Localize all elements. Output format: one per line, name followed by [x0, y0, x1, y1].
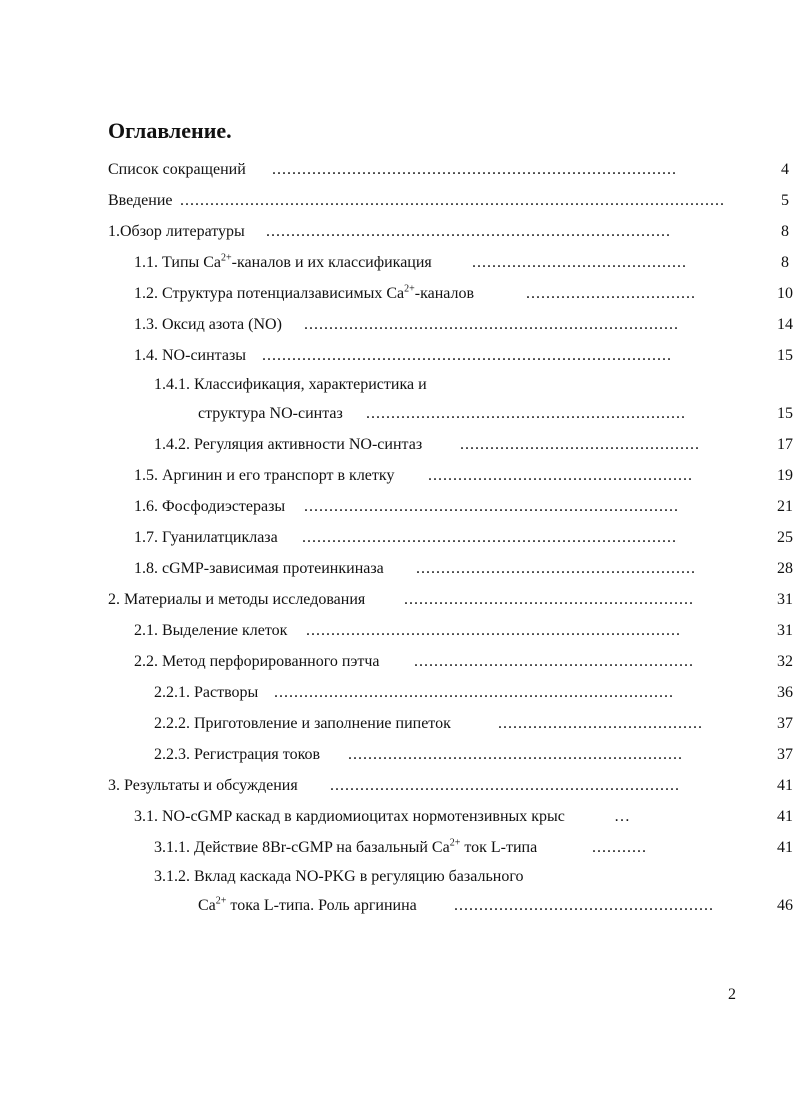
dot-leader: .................................. [526, 285, 696, 302]
toc-entry-text: структура NO-синтаз [198, 405, 343, 422]
dot-leader: ................................................................ [366, 405, 686, 422]
toc-entry-text: 3. Результаты и обсуждения [108, 777, 298, 794]
dot-leader: ........................................................ [416, 560, 696, 577]
toc-entry-page: 10 [777, 285, 793, 302]
toc-entry-text: 3.1. NO-cGMP каскад в кардиомиоцитах нормотензивных крыс [134, 808, 565, 825]
dot-leader: .......................................................... [404, 591, 694, 608]
toc-entry [108, 681, 793, 705]
toc-entry-text: 1.7. Гуанилатциклаза [134, 529, 278, 546]
toc-entry-page: 32 [777, 653, 793, 670]
dot-leader: ................................................................... [348, 746, 683, 763]
toc-entry-text: 1.1. Типы $Са^{2+}$-каналов и их классификация [134, 252, 432, 271]
dot-leader: ...................................................................... [330, 777, 680, 794]
toc-entry-page: 41 [777, 777, 793, 794]
toc-entry-text: 2.2.1. Растворы [154, 684, 259, 701]
toc-entry [108, 464, 793, 488]
toc-entry [108, 344, 793, 368]
toc-entry-text: 1.5. Аргинин и его транспорт в клетку [134, 467, 395, 484]
toc-entry-page: 15 [777, 405, 793, 422]
dot-leader: ........................................... [472, 254, 687, 271]
dot-leader: .................................................................................. [262, 347, 672, 364]
toc-entry-text: 3.1.2. Вклад каскада NO-PKG в регуляцию базального [154, 868, 524, 885]
toc-entry-page: 36 [777, 684, 793, 701]
toc-entry-text: Список сокращений [108, 161, 246, 178]
toc-entry-text: 2.2.2. Приготовление и заполнение пипеток [154, 715, 451, 732]
toc-entry-page: 14 [777, 316, 793, 333]
dot-leader: ..................................................... [428, 467, 693, 484]
dot-leader: ......................................... [498, 715, 703, 732]
dot-leader: ........................................................ [414, 653, 694, 670]
toc-entry-page: 46 [777, 897, 793, 914]
toc-entry [108, 836, 793, 860]
toc-entry-page: 15 [777, 347, 793, 364]
toc-entry-page: 4 [781, 161, 789, 178]
toc-entry-page: 41 [777, 839, 793, 856]
toc-entry-page: 8 [781, 223, 789, 240]
toc-entry [108, 220, 789, 244]
toc-entry [108, 557, 793, 581]
toc-entry [108, 774, 793, 798]
toc-entry [108, 805, 793, 829]
toc-entry [108, 282, 793, 306]
dot-leader: ................................................................................ [274, 684, 674, 701]
toc-entry-page: 5 [781, 192, 789, 209]
toc-entry-text: 1.8. cGMP-зависимая протеинкиназа [134, 560, 384, 577]
toc-entry-text: 2.1. Выделение клеток [134, 622, 288, 639]
toc-entry-page: 37 [777, 746, 793, 763]
toc-entry-page: 31 [777, 591, 793, 608]
toc-entry [108, 189, 789, 213]
toc-entry-text: 1.3. Оксид азота (NO) [134, 316, 282, 333]
toc-entry-text: 1.4.2. Регуляция активности NO-синтаз [154, 436, 423, 453]
toc-entry [108, 251, 789, 275]
toc-entry [108, 313, 793, 337]
toc-entry-page: 19 [777, 467, 793, 484]
toc-entry-text: $Са^{2+}$ тока L-типа. Роль аргинина [198, 895, 417, 914]
dot-leader: … [614, 808, 631, 825]
toc-entry-page: 25 [777, 529, 793, 546]
dot-leader: ........................................................................... [304, 316, 679, 333]
toc-entry [108, 495, 793, 519]
toc-entry-text: 2.2. Метод перфорированного пэтча [134, 653, 380, 670]
toc-entry-text: Введение [108, 192, 173, 209]
toc-entry-text: 1.6. Фосфодиэстеразы [134, 498, 286, 515]
dot-leader: ................................................................................. [266, 223, 671, 240]
toc-entry-page: 41 [777, 808, 793, 825]
toc-entry-text: 1.4. NO-синтазы [134, 347, 247, 364]
dot-leader: ................................................ [460, 436, 700, 453]
toc-entry-page: 31 [777, 622, 793, 639]
toc-entry [108, 588, 793, 612]
toc-title: Оглавление. [108, 118, 232, 143]
toc-entry [108, 712, 793, 736]
toc-entry-text: 2. Материалы и методы исследования [108, 591, 366, 608]
toc-entry-page: 37 [777, 715, 793, 732]
dot-leader: ........................................................................... [302, 529, 677, 546]
toc-entry [108, 402, 793, 426]
toc-entry-text: 1.2. Структура потенциалзависимых $Са^{2+}$-каналов [134, 283, 475, 302]
dot-leader: .................................................... [454, 897, 714, 914]
toc-entry-page: 8 [781, 254, 789, 271]
dot-leader: ............................................................................................................. [180, 192, 725, 209]
toc-entry-text: 1.4.1. Классификация, характеристика и [154, 376, 427, 393]
toc-entry-text: 3.1.1. Действие 8Br-cGMP на базальный $Са^{2+}$ ток L-типа [154, 837, 538, 856]
page-number: 2 [728, 986, 736, 1003]
toc-entry [108, 433, 793, 457]
toc-entry [108, 526, 793, 550]
toc-entry [108, 865, 708, 889]
toc-entry [108, 743, 793, 767]
toc-entry [108, 158, 789, 182]
toc-entry [108, 894, 793, 918]
toc-entry-page: 28 [777, 560, 793, 577]
dot-leader: ........................................................................... [306, 622, 681, 639]
toc-entry [108, 650, 793, 674]
toc-entry [108, 619, 793, 643]
toc-entry [108, 373, 708, 397]
toc-entry-page: 17 [777, 436, 793, 453]
toc-entry-text: 1.Обзор литературы [108, 223, 245, 240]
toc-entry-page: 21 [777, 498, 793, 515]
dot-leader: ........................................................................... [304, 498, 679, 515]
dot-leader: ........... [592, 839, 647, 856]
dot-leader: ................................................................................. [272, 161, 677, 178]
toc-entry-text: 2.2.3. Регистрация токов [154, 746, 321, 763]
